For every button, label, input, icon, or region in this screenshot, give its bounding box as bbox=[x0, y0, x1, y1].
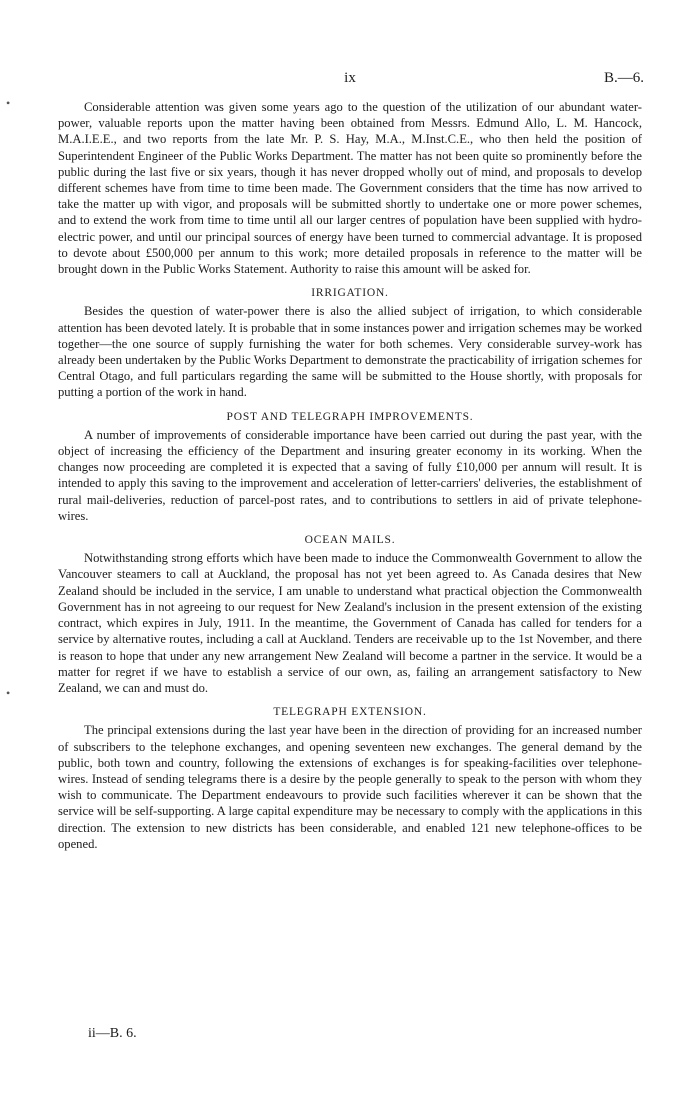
heading-telegraph-extension: TELEGRAPH EXTENSION. bbox=[273, 706, 427, 719]
heading-irrigation: IRRIGATION. bbox=[311, 287, 389, 300]
paragraph-irrigation: Besides the question of water-power there is also the allied subject of irrigation, to which considerable attention has been devoted lately. It is probable that in some instances power and irrigation schemes may be worked together—the one source of supply furnishing the water for both schemes. Very considerable survey-work has already been undertaken by the Public Works Department to demonstrate the practicability of irrigation schemes for Central Otago, and full particulars regarding the same will be submitted to the House shortly, with proposals for putting a portion of the work in hand. bbox=[58, 304, 642, 400]
page-number: ix bbox=[344, 70, 356, 86]
margin-bullet-mark: • bbox=[6, 686, 11, 700]
document-body bbox=[58, 99, 642, 852]
margin-bullet-mark: • bbox=[6, 96, 11, 110]
heading-ocean-mails: OCEAN MAILS. bbox=[304, 534, 396, 547]
document-reference: B.—6. bbox=[603, 70, 644, 86]
footer-signature: ii—B. 6. bbox=[88, 1026, 137, 1041]
paragraph-ocean-mails: Notwithstanding strong efforts which have been made to induce the Commonwealth Government to allow the Vancouver steamers to call at Auckland, the proposal has not yet been agreed to. As Canada desires that New Zealand should be included in the service, I am unable to understand what practical objection the Commonwealth Government has in not agreeing to our request for New Zealand's inclusion in the present extension of the existing contract, which expires in July, 1911. In the meantime, the Government of Canada has called for tenders for a service by alternative routes, including a call at Auckland. Tenders are receivable up to the 1st November, and there is reason to hope that under any new arrangement New Zealand will become a partner in the service. It would be a matter for regret if we have to establish a service of our own, as, failing an arrangement satisfactory to New Zealand, we can and must do. bbox=[58, 551, 642, 695]
paragraph-water-power: Considerable attention was given some years ago to the question of the utilization of our abundant water-power, valuable reports upon the matter having been obtained from Messrs. Edmund Allo, L. M. Hancock, M.A.I.E.E., and two reports from the late Mr. P. S. Hay, M.A., M.Inst.C.E., who then held the position of Superintendent Engineer of the Public Works Department. The matter has not been quite so prominently before the public during the last five or six years, though it has never dropped wholly out of mind, and proposals to develop different schemes have from time to time been made. The Government considers that the time has now arrived to take the matter up with vigor, and proposals will be submitted shortly to undertake one or more power schemes, and to extend the work from time to time until all our larger centres of population have been supplied with hydro-electric power, and until our principal sources of energy have been turned to commercial advantage. It is proposed to devote about £500,000 per annum to this work; more detailed proposals in reference to the matter will be brought down in the Public Works Statement. Authority to raise this amount will be asked for. bbox=[58, 100, 642, 277]
paragraph-telegraph-extension: The principal extensions during the last year have been in the direction of providing for an increased number of subscribers to the telephone exchanges, and opening seventeen new exchanges. The general demand by the public, both town and country, following the extensions of exchanges is for speaking-facilities over telephone-wires. Instead of sending telegrams there is a desire by the people generally to speak to the person with whom they wish to communicate. The Department endeavours to provide such facilities wherever it can be shown that the service will be self-supporting. A large capital expenditure may be necessary to comply with the applications in this direction. The extension to new districts has been considerable, and enabled 121 new telephone-offices to be opened. bbox=[58, 723, 642, 851]
heading-post-telegraph: POST AND TELEGRAPH IMPROVEMENTS. bbox=[226, 410, 474, 423]
paragraph-post-telegraph: A number of improvements of considerable importance have been carried out during the past year, with the object of increasing the efficiency of the Department and insuring greater economy in its working. When the changes now proceeding are completed it is expected that a saving of fully £10,000 per annum will result. It is intended to apply this saving to the improvement and acceleration of letter-carriers' deliveries, the establishment of rural mail-deliveries, reduction of parcel-post rates, and to contributions to settlers in aid of private telephone-wires. bbox=[58, 427, 642, 523]
